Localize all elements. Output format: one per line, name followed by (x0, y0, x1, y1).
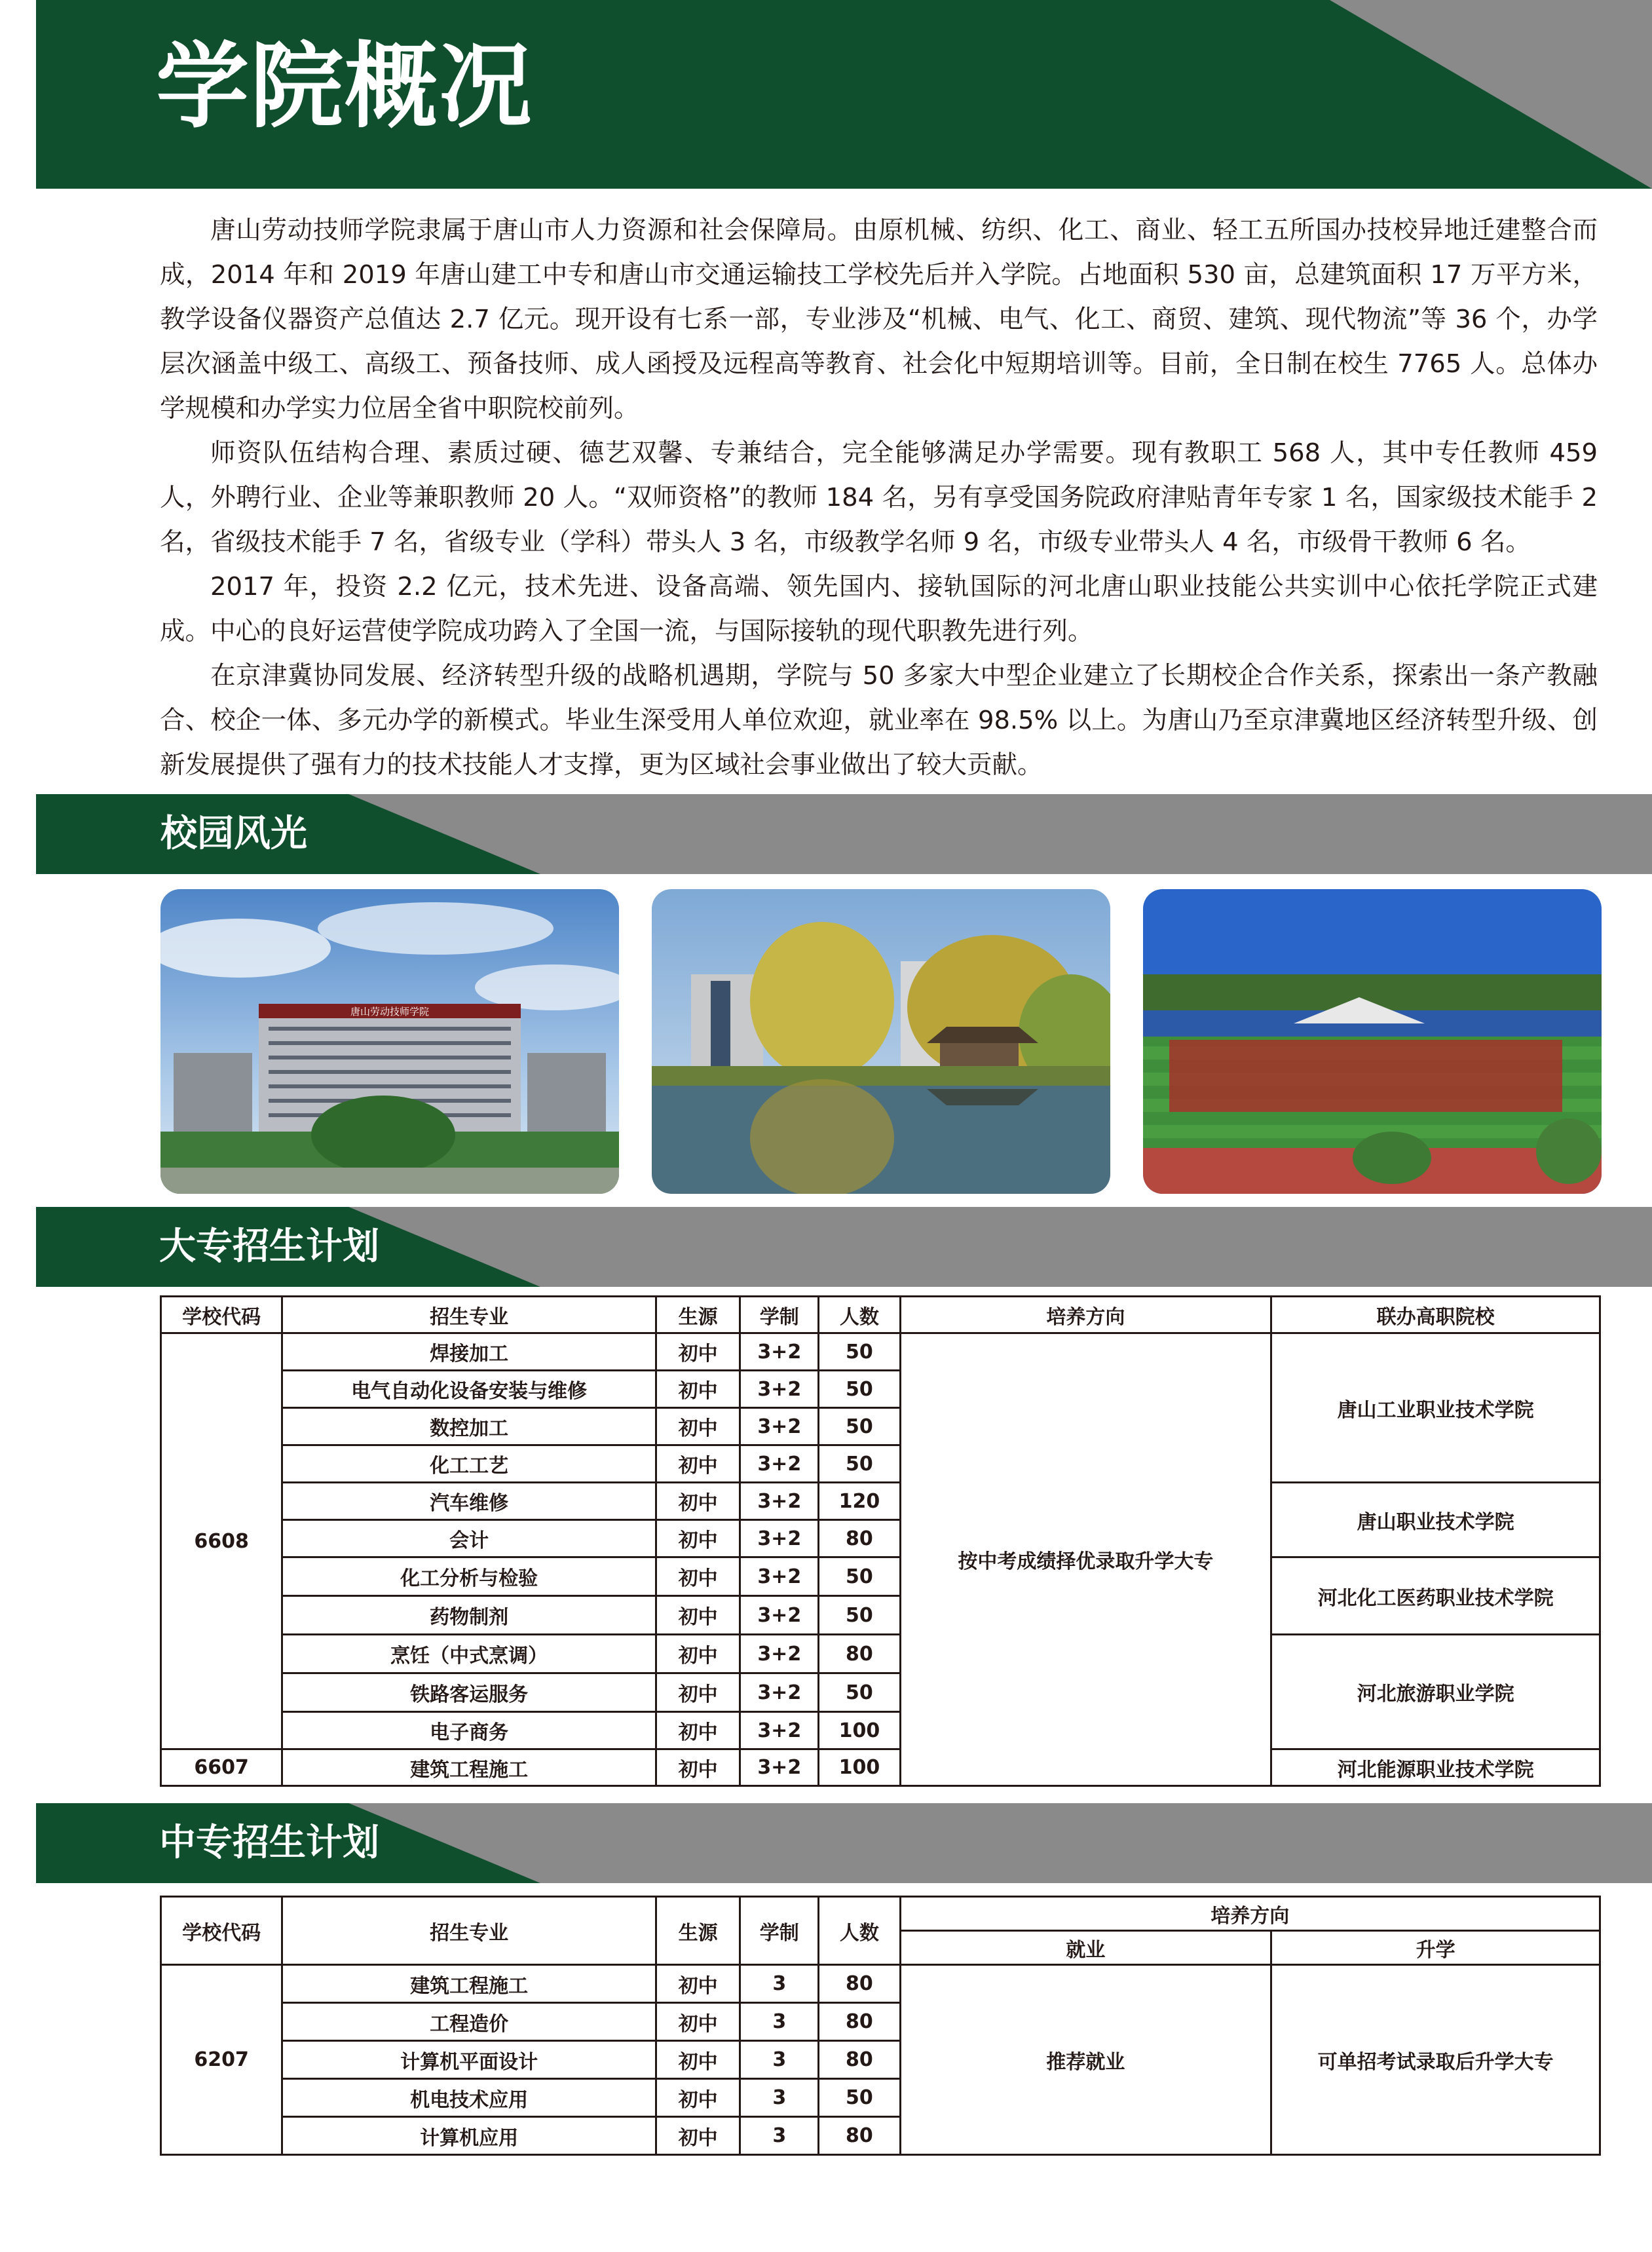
header-cell: 培养方向 (900, 1297, 1271, 1333)
source-cell: 初中 (656, 1673, 740, 1712)
source-cell: 初中 (656, 1408, 740, 1445)
years-cell: 3+2 (740, 1445, 819, 1483)
header-cell: 人数 (819, 1897, 900, 1965)
major-cell: 化工工艺 (282, 1445, 656, 1483)
section-title-college-plan: 大专招生计划 (159, 1225, 379, 1268)
count-cell: 50 (819, 1445, 900, 1483)
partner-cell: 河北旅游职业学院 (1271, 1635, 1600, 1749)
years-cell: 3 (740, 2041, 819, 2079)
major-cell: 药物制剂 (282, 1596, 656, 1635)
header-cell: 生源 (656, 1897, 740, 1965)
direction-cell: 按中考成绩择优录取升学大专 (900, 1333, 1271, 1786)
subheader-cell: 升学 (1271, 1931, 1600, 1965)
years-cell: 3+2 (740, 1557, 819, 1596)
years-cell: 3 (740, 2003, 819, 2041)
intro-paragraph: 在京津冀协同发展、经济转型升级的战略机遇期，学院与 50 多家大中型企业建立了长期校企合作关系，探索出一条产教融合、校企一体、多元办学的新模式。毕业生深受用人单位欢迎，就业率在 98.5% 以上。为唐山乃至京津冀地区经济转型升级、创新发展提供了强有力的技术技能人才支撑，更为区域社会事业做出了较大贡献。 (160, 661, 1598, 780)
source-cell: 初中 (656, 1749, 740, 1786)
section-bar-college-plan (36, 1207, 1652, 1287)
source-cell: 初中 (656, 1483, 740, 1520)
count-cell: 80 (819, 1965, 900, 2003)
header-cell: 学制 (740, 1897, 819, 1965)
source-cell: 初中 (656, 2117, 740, 2155)
source-cell: 初中 (656, 2041, 740, 2079)
major-cell: 会计 (282, 1520, 656, 1557)
intro-text (160, 208, 1598, 788)
header-cell: 招生专业 (282, 1297, 656, 1333)
count-cell: 50 (819, 1371, 900, 1408)
further-study-cell: 可单招考试录取后升学大专 (1271, 1965, 1600, 2155)
major-cell: 建筑工程施工 (282, 1965, 656, 2003)
school-code-cell: 6608 (161, 1333, 282, 1749)
source-cell: 初中 (656, 2003, 740, 2041)
college-plan-table (160, 1295, 1601, 1787)
major-cell: 铁路客运服务 (282, 1673, 656, 1712)
campus-photo-pond (652, 889, 1110, 1194)
major-cell: 汽车维修 (282, 1483, 656, 1520)
source-cell: 初中 (656, 1520, 740, 1557)
major-cell: 焊接加工 (282, 1333, 656, 1371)
partner-cell: 河北化工医药职业技术学院 (1271, 1557, 1600, 1635)
years-cell: 3 (740, 2079, 819, 2117)
page-title: 学院概况 (156, 33, 533, 141)
source-cell: 初中 (656, 1371, 740, 1408)
major-cell: 烹饪（中式烹调） (282, 1635, 656, 1673)
source-cell: 初中 (656, 1333, 740, 1371)
partner-cell: 唐山职业技术学院 (1271, 1483, 1600, 1557)
source-cell: 初中 (656, 1557, 740, 1596)
intro-paragraph: 2017 年，投资 2.2 亿元，技术先进、设备高端、领先国内、接轨国际的河北唐山职业技能公共实训中心依托学院正式建成。中心的良好运营使学院成功跨入了全国一流，与国际接轨的现代职教先进行列。 (160, 572, 1598, 646)
years-cell: 3+2 (740, 1635, 819, 1673)
source-cell: 初中 (656, 1712, 740, 1749)
campus-photo-field (1143, 889, 1602, 1194)
partner-cell: 唐山工业职业技术学院 (1271, 1333, 1600, 1483)
count-cell: 120 (819, 1483, 900, 1520)
intro-paragraph: 唐山劳动技师学院隶属于唐山市人力资源和社会保障局。由原机械、纺织、化工、商业、轻工五所国办技校异地迁建整合而成，2014 年和 2019 年唐山建工中专和唐山市交通运输技工学校先后并入学院。占地面积 530 亩，总建筑面积 17 万平方米，教学设备仪器资产总值达 2.7 亿元。现开设有七系一部，专业涉及“机械、电气、化工、商贸、建筑、现代物流”等 36 个，办学层次涵盖中级工、高级工、预备技师、成人函授及远程高等教育、社会化中短期培训等。目前，全日制在校生 7765 人。总体办学规模和办学实力位居全省中职院校前列。 (160, 216, 1598, 423)
count-cell: 80 (819, 1635, 900, 1673)
major-cell: 工程造价 (282, 2003, 656, 2041)
major-cell: 计算机应用 (282, 2117, 656, 2155)
building-sign: 唐山劳动技师学院 (350, 1006, 430, 1018)
header-cell: 学校代码 (161, 1897, 282, 1965)
campus-photo-building (160, 889, 619, 1194)
years-cell: 3+2 (740, 1749, 819, 1786)
years-cell: 3 (740, 1965, 819, 2003)
intro-paragraph: 师资队伍结构合理、素质过硬、德艺双馨、专兼结合，完全能够满足办学需要。现有教职工 568 人，其中专任教师 459 人，外聘行业、企业等兼职教师 20 人。“双师资格”的教师 184 名，另有享受国务院政府津贴青年专家 1 名，国家级技术能手 2 名，省级技术能手 7 名，省级专业（学科）带头人 3 名，市级教学名师 9 名，市级专业带头人 4 名，市级骨干教师 6 名。 (160, 438, 1598, 557)
major-cell: 机电技术应用 (282, 2079, 656, 2117)
major-cell: 数控加工 (282, 1408, 656, 1445)
header-cell: 学校代码 (161, 1297, 282, 1333)
count-cell: 80 (819, 2041, 900, 2079)
years-cell: 3 (740, 2117, 819, 2155)
school-code-cell: 6607 (161, 1749, 282, 1786)
header-cell: 人数 (819, 1297, 900, 1333)
major-cell: 建筑工程施工 (282, 1749, 656, 1786)
count-cell: 80 (819, 1520, 900, 1557)
count-cell: 80 (819, 2003, 900, 2041)
major-cell: 电气自动化设备安装与维修 (282, 1371, 656, 1408)
years-cell: 3+2 (740, 1408, 819, 1445)
count-cell: 50 (819, 1673, 900, 1712)
source-cell: 初中 (656, 1596, 740, 1635)
header-cell: 联办高职院校 (1271, 1297, 1600, 1333)
years-cell: 3+2 (740, 1520, 819, 1557)
major-cell: 计算机平面设计 (282, 2041, 656, 2079)
years-cell: 3+2 (740, 1673, 819, 1712)
header-cell: 生源 (656, 1297, 740, 1333)
section-bar-secondary-plan (36, 1803, 1652, 1883)
count-cell: 50 (819, 1557, 900, 1596)
years-cell: 3+2 (740, 1483, 819, 1520)
count-cell: 50 (819, 2079, 900, 2117)
subheader-cell: 就业 (900, 1931, 1271, 1965)
count-cell: 50 (819, 1333, 900, 1371)
count-cell: 100 (819, 1712, 900, 1749)
header-cell: 学制 (740, 1297, 819, 1333)
source-cell: 初中 (656, 1635, 740, 1673)
section-bar-campus (36, 794, 1652, 874)
school-code-cell: 6207 (161, 1965, 282, 2155)
count-cell: 100 (819, 1749, 900, 1786)
partner-cell: 河北能源职业技术学院 (1271, 1749, 1600, 1786)
source-cell: 初中 (656, 1445, 740, 1483)
secondary-plan-table (160, 1896, 1601, 2156)
count-cell: 80 (819, 2117, 900, 2155)
section-title-campus: 校园风光 (160, 812, 307, 855)
count-cell: 50 (819, 1596, 900, 1635)
major-cell: 电子商务 (282, 1712, 656, 1749)
major-cell: 化工分析与检验 (282, 1557, 656, 1596)
source-cell: 初中 (656, 2079, 740, 2117)
count-cell: 50 (819, 1408, 900, 1445)
years-cell: 3+2 (740, 1712, 819, 1749)
years-cell: 3+2 (740, 1596, 819, 1635)
source-cell: 初中 (656, 1965, 740, 2003)
years-cell: 3+2 (740, 1371, 819, 1408)
header-cell: 培养方向 (900, 1897, 1600, 1931)
section-title-secondary-plan: 中专招生计划 (159, 1822, 379, 1864)
years-cell: 3+2 (740, 1333, 819, 1371)
employment-cell: 推荐就业 (900, 1965, 1271, 2155)
header-cell: 招生专业 (282, 1897, 656, 1965)
